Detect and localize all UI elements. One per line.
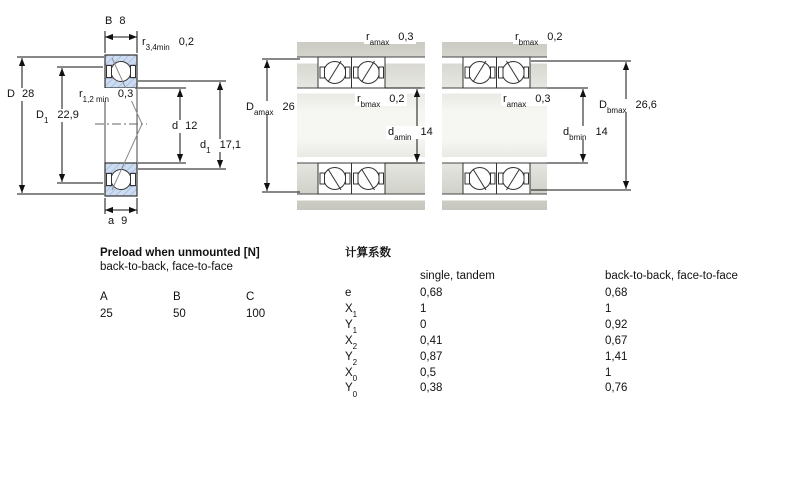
dim-label-d: d 12 [172, 120, 198, 132]
column-header: B [173, 291, 181, 303]
dim-label-Damax: $D_{amax}$ 26 [246, 101, 295, 118]
dim-label-D1: $D_1$ 22,9 [36, 109, 79, 126]
preload-table-subtitle: back-to-back, face-to-face [100, 261, 233, 273]
preload-value-B: 50 [173, 308, 186, 320]
factors-rows [345, 286, 627, 397]
dim-label-B: B 8 [105, 15, 126, 27]
preload-table [100, 246, 340, 331]
bearing-section-top [105, 55, 137, 88]
factors-table-title: 计算系数 [345, 247, 391, 259]
preload-value-C: 100 [246, 308, 266, 320]
dim-label-d1: $d_1$ 17,1 [200, 139, 241, 156]
bearing-pair-top [318, 57, 385, 88]
bearing-section-bottom [105, 163, 137, 196]
table-row: $X_0$ 0,5 1 [345, 366, 612, 383]
table-row: $Y_1$ 0 0,92 [345, 318, 628, 336]
table-row: $X_1$ 1 1 [345, 302, 612, 320]
column-header-single-tandem: single, tandem [420, 270, 495, 282]
preload-value-row [100, 307, 319, 321]
dim-label-rbmax-b: $r_{bmax}$ 0,2 [515, 31, 563, 48]
factors-table [345, 246, 795, 411]
dim-label-dbmin: $d_{bmin}$ 14 [563, 126, 608, 143]
dim-label-D: D 28 [7, 88, 35, 100]
preload-header-row [100, 290, 319, 304]
bearing-pair-bottom [463, 163, 530, 194]
dim-label-Dbmax: $D_{bmax}$ 26,6 [599, 99, 657, 116]
table-row: $X_2$ 0,41 0,67 [345, 334, 628, 352]
bearing-pair-bottom [318, 163, 385, 194]
dim-label-ramax-b: $r_{amax}$ 0,3 [503, 93, 551, 110]
dim-label-ramax-a: $r_{amax}$ 0,3 [366, 31, 414, 48]
dim-label-rbmax-a: $r_{bmax}$ 0,2 [357, 93, 405, 110]
column-header-paired: back-to-back, face-to-face [605, 270, 738, 282]
preload-value-A: 25 [100, 308, 113, 320]
dim-label-damin: $d_{amin}$ 14 [388, 126, 433, 143]
factors-header-row [345, 269, 738, 283]
dim-label-r12min: $r_{1,2 min}$ 0,3 [79, 88, 134, 105]
dim-label-r34min: $r_{3,4min}$ 0,2 [142, 36, 194, 53]
dim-label-a: a 9 [108, 215, 128, 227]
bearing-pair-top [463, 57, 530, 88]
preload-table-title: Preload when unmounted [N] [100, 247, 260, 259]
column-header: A [100, 291, 108, 303]
column-header: C [246, 291, 255, 303]
table-row: e 0,68 0,68 [345, 287, 628, 299]
table-row: $Y_0$ 0,38 0,76 [345, 382, 628, 399]
table-row: $Y_2$ 0,87 1,41 [345, 350, 628, 367]
